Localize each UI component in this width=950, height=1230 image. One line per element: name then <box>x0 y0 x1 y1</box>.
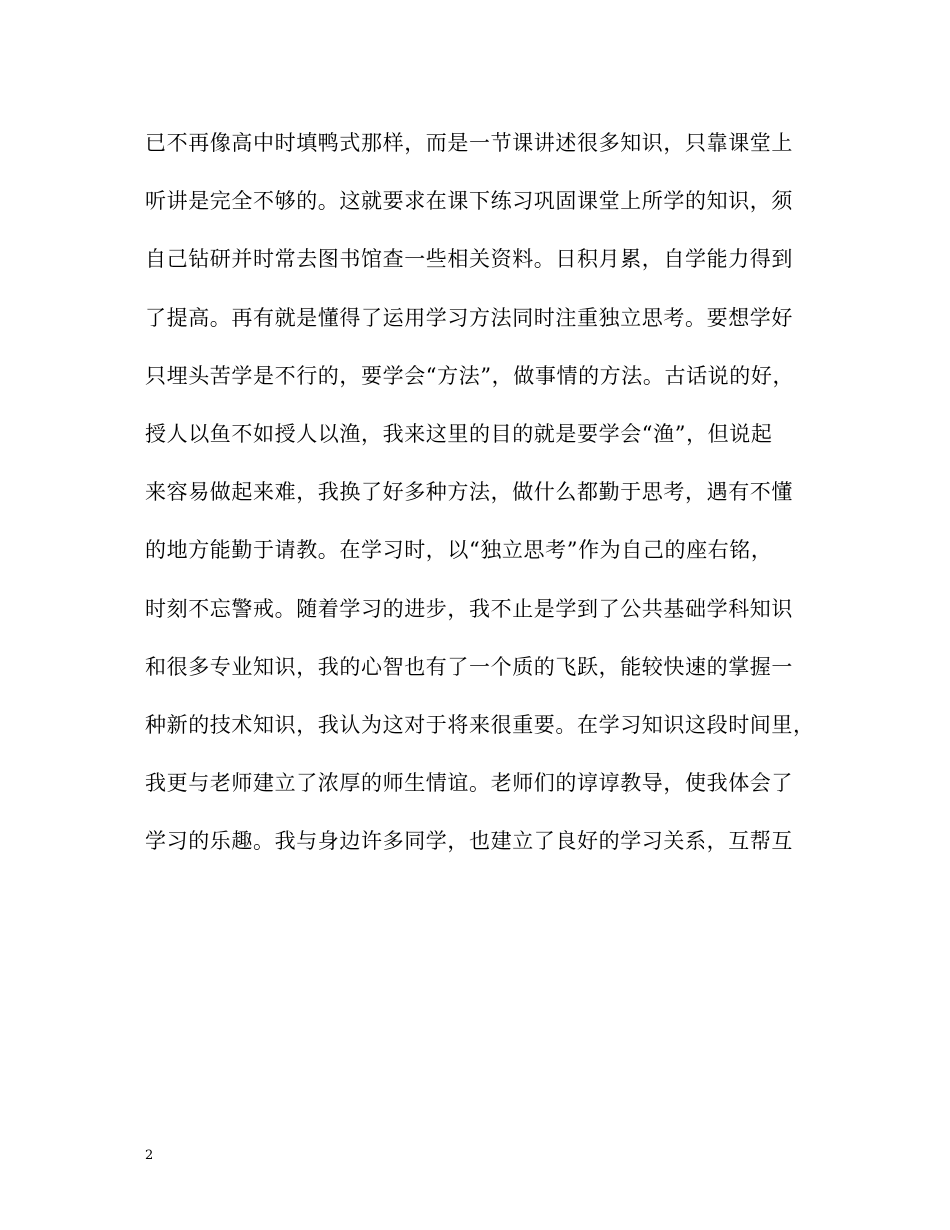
body-text <box>145 124 815 880</box>
text-line-1: 已不再像高中时填鸭式那样，而是一节课讲述很多知识，只靠课堂上 <box>145 131 793 155</box>
text-line-3: 自己钻研并时常去图书馆查一些相关资料。日积月累，自学能力得到 <box>145 247 793 272</box>
text-line-11: 种新的技术知识，我认为这对于将来很重要。在学习知识这段时间里， <box>145 712 815 737</box>
text-line-6: 授人以鱼不如授人以渔，我来这里的目的就是要学会“渔”，但说起 <box>145 421 773 446</box>
text-line-13: 学习的乐趣。我与身边许多同学，也建立了良好的学习关系，互帮互 <box>145 829 793 854</box>
text-line-10: 和很多专业知识，我的心智也有了一个质的飞跃，能较快速的掌握一 <box>145 654 793 679</box>
text-line-8: 的地方能勤于请教。在学习时，以“独立思考”作为自己的座右铭， <box>145 538 773 563</box>
text-line-5: 只埋头苦学是不行的，要学会“方法”，做事情的方法。古话说的好， <box>145 363 795 388</box>
text-line-4: 了提高。再有就是懂得了运用学习方法同时注重独立思考。要想学好 <box>145 305 793 330</box>
text-line-12: 我更与老师建立了浓厚的师生情谊。老师们的谆谆教导，使我体会了 <box>145 771 793 796</box>
text-line-2: 听讲是完全不够的。这就要求在课下练习巩固课堂上所学的知识，须 <box>145 189 793 214</box>
page-number: 2 <box>145 1148 154 1163</box>
text-line-9: 时刻不忘警戒。随着学习的进步，我不止是学到了公共基础学科知识 <box>145 596 793 621</box>
text-line-7: 来容易做起来难，我换了好多种方法，做什么都勤于思考，遇有不懂 <box>145 480 793 505</box>
